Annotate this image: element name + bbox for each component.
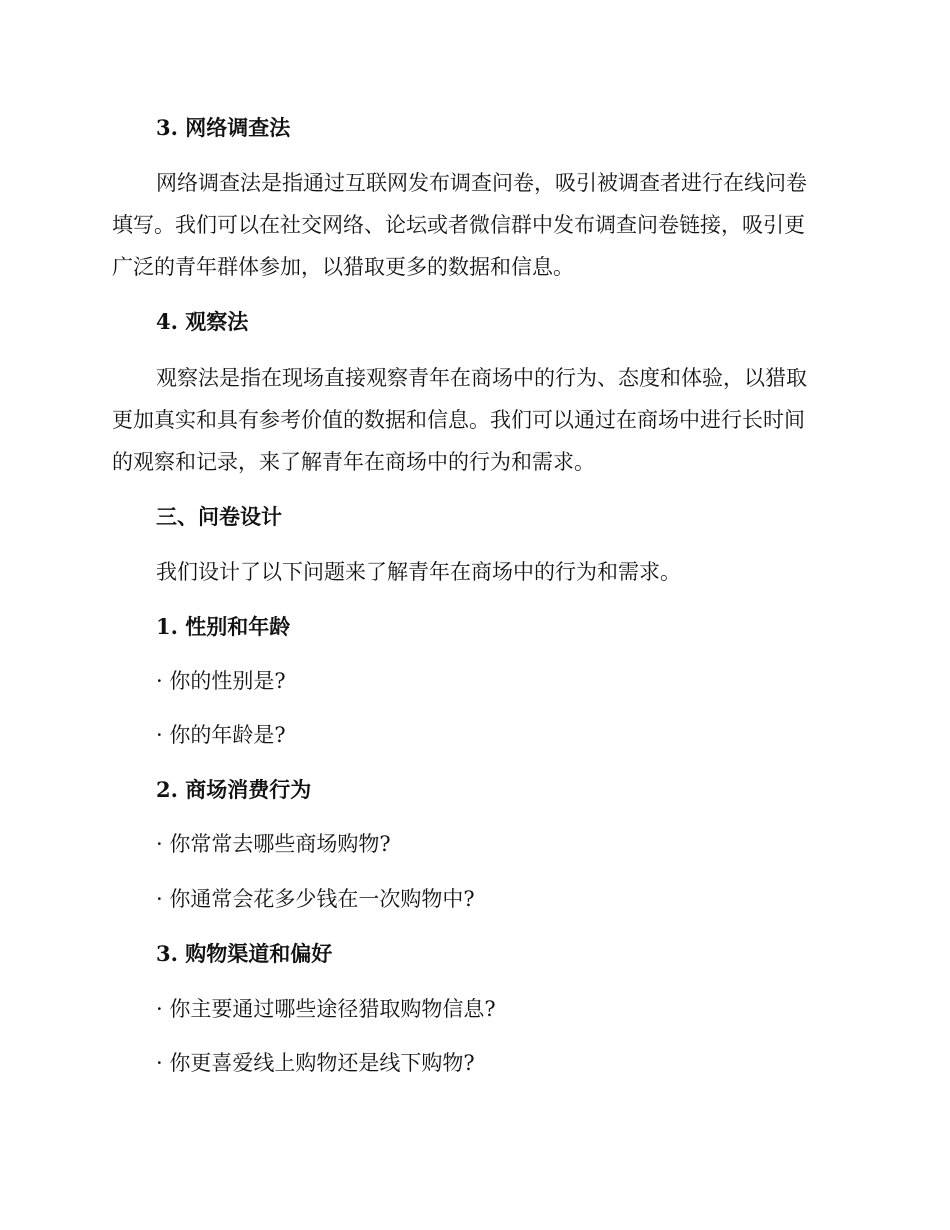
list-item: · 你的性别是?	[156, 669, 286, 693]
paragraph-line: 广泛的青年群体参加，以猎取更多的数据和信息。	[112, 255, 574, 279]
question-group-heading: 2. 商场消费行为	[156, 777, 312, 802]
paragraph-line: 更加真实和具有参考价值的数据和信息。我们可以通过在商场中进行长时间	[112, 408, 805, 432]
list-item: · 你通常会花多少钱在一次购物中?	[156, 887, 475, 911]
list-item: · 你更喜爱线上购物还是线下购物?	[156, 1051, 475, 1075]
question-group-heading: 3. 购物渠道和偏好	[156, 941, 333, 966]
list-item: · 你常常去哪些商场购物?	[156, 832, 391, 856]
paragraph-line: 我们设计了以下问题来了解青年在商场中的行为和需求。	[156, 560, 681, 584]
section-heading-observation: 4. 观察法	[156, 309, 249, 334]
section-heading-network-survey: 3. 网络调查法	[156, 115, 291, 140]
list-item: · 你的年龄是?	[156, 723, 286, 747]
paragraph-line: 观察法是指在现场直接观察青年在商场中的行为、态度和体验，以猎取	[156, 366, 807, 390]
paragraph-line: 的观察和记录，来了解青年在商场中的行为和需求。	[112, 450, 595, 474]
part-heading-questionnaire: 三、问卷设计	[156, 504, 282, 529]
paragraph-line: 填写。我们可以在社交网络、论坛或者微信群中发布调查问卷链接，吸引更	[112, 213, 805, 237]
paragraph-line: 网络调查法是指通过互联网发布调查问卷，吸引被调查者进行在线问卷	[156, 171, 807, 195]
list-item: · 你主要通过哪些途径猎取购物信息?	[156, 997, 496, 1021]
question-group-heading: 1. 性别和年龄	[156, 614, 291, 639]
